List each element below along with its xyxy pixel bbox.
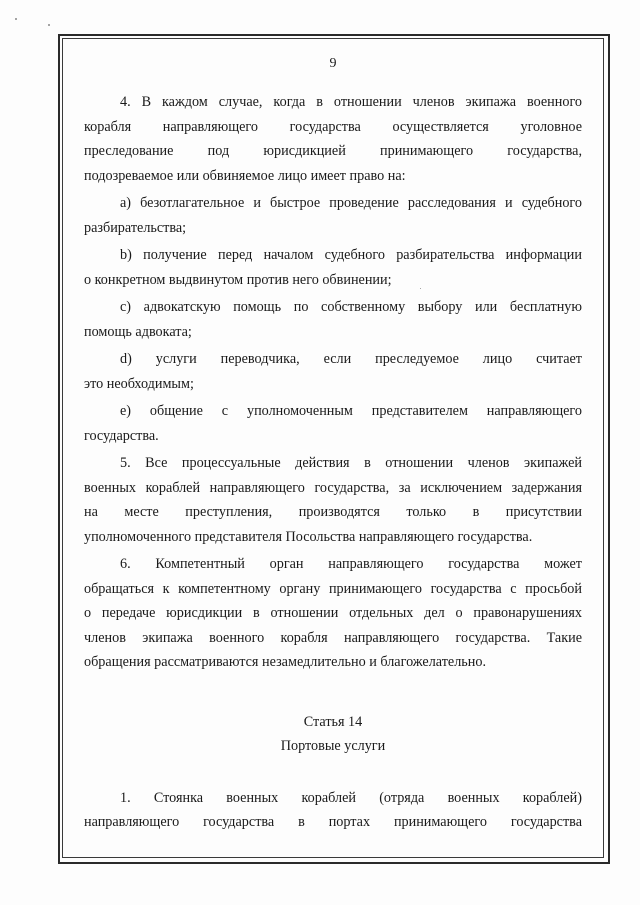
- text-line: уполномоченного представителя Посольства направляющего государства.: [84, 528, 533, 545]
- section-gap: [84, 678, 582, 710]
- article-13-continuation: [84, 90, 582, 675]
- text-line: направляющего государства в портах принимающего государства: [84, 814, 582, 830]
- text-line: е) общение с уполномоченным представителем направляющего: [120, 403, 582, 419]
- text-line: преследование под юрисдикцией принимающего государства,: [84, 143, 582, 159]
- article-title: Портовые услуги: [280, 737, 386, 754]
- document-body: [84, 50, 582, 835]
- text-line: о передаче юрисдикции в отношении отдельных дел о правонарушениях: [84, 605, 582, 621]
- paragraph: [84, 552, 582, 675]
- text-line: 5. Все процессуальные действия в отношении членов экипажей: [120, 455, 582, 471]
- text-line: о конкретном выдвинутом против него обвинении;: [84, 271, 392, 288]
- text-line: корабля направляющего государства осуществляется уголовное: [84, 118, 582, 135]
- paragraph: [84, 347, 582, 396]
- text-line: обращения рассматриваются незамедлительно и благожелательно.: [84, 654, 487, 670]
- article-heading: Статья 14: [303, 713, 363, 730]
- text-line: d) услуги переводчика, если преследуемое лицо считает: [120, 351, 582, 367]
- section-gap: [84, 758, 582, 786]
- paragraph: [84, 786, 582, 835]
- page-number: 9: [329, 56, 337, 71]
- scan-speck: [15, 18, 17, 20]
- paragraph: [84, 451, 582, 549]
- paragraph: [84, 295, 582, 344]
- text-line: 6. Компетентный орган направляющего государства может: [120, 556, 582, 572]
- text-line: 1. Стоянка военных кораблей (отряда военных кораблей): [120, 789, 582, 806]
- paragraph: [84, 243, 582, 292]
- text-line: военных кораблей направляющего государства, за исключением задержания: [84, 479, 582, 496]
- text-line: b) получение перед началом судебного разбирательства информации: [120, 247, 582, 263]
- article-14-paragraph: [84, 786, 582, 835]
- text-line: на месте преступления, производятся только в присутствии: [84, 504, 582, 520]
- text-line: обращаться к компетентному органу принимающего государства с просьбой: [84, 580, 582, 597]
- text-line: а) безотлагательное и быстрое проведение расследования и судебного: [120, 195, 582, 211]
- scan-speck: [48, 24, 50, 26]
- text-line: 4. В каждом случае, когда в отношении членов экипажа военного: [120, 94, 582, 110]
- text-line: членов экипажа военного корабля направляющего государства. Такие: [84, 629, 582, 646]
- paragraph: [84, 90, 582, 188]
- text-line: помощь адвоката;: [84, 323, 192, 340]
- paragraph: [84, 191, 582, 240]
- text-line: это необходимым;: [84, 375, 194, 392]
- text-line: с) адвокатскую помощь по собственному выбору или бесплатную: [120, 299, 582, 315]
- text-line: подозреваемое или обвиняемое лицо имеет право на:: [84, 167, 406, 184]
- paragraph: [84, 399, 582, 448]
- text-line: государства.: [84, 427, 159, 444]
- text-line: разбирательства;: [84, 219, 187, 236]
